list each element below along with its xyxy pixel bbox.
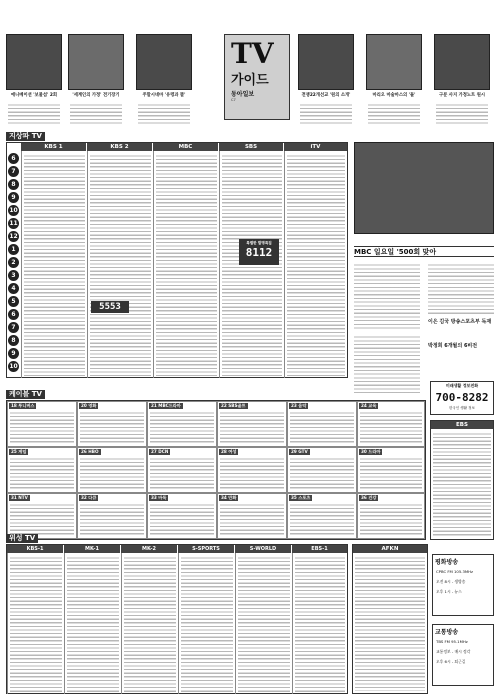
phone-ad-tag: 한국인 생활 정보 — [449, 406, 475, 410]
radio-row: 교통정보 - 매시 정각 — [436, 649, 471, 654]
sat-channel-header: S-SPORTS — [178, 545, 234, 553]
thumb-text-4 — [298, 100, 354, 128]
radio-row: 오전 8시 - 생방송 — [436, 579, 466, 584]
radio-station-name: 교통방송 — [435, 629, 459, 636]
cable-channel-name: 36 건강 — [361, 495, 377, 500]
cable-channel-name: 26 HBO — [81, 449, 99, 454]
sat-column — [292, 553, 347, 694]
cable-channel-cell — [147, 493, 217, 539]
thumb-photo-1 — [6, 34, 62, 90]
sat-channel-header: MK-1 — [64, 545, 120, 553]
sat-channel-header: KBS-1 — [7, 545, 63, 553]
thumb-caption-4: 전쟁22개선교 '원의 소개' — [301, 93, 351, 98]
cable-channel-name: 31 NTV — [11, 495, 28, 500]
radio-row: CPBC FM 105.3MHz — [436, 569, 473, 574]
hour-badge: 11 — [9, 220, 18, 227]
cable-tv-grid — [6, 400, 426, 540]
side-headline-2: 박정희 6개월의 6비전 — [428, 343, 478, 349]
thumb-text-1 — [6, 100, 62, 128]
cable-channel-cell — [217, 447, 287, 493]
satellite-tv-label: 위성 TV — [6, 534, 38, 543]
hour-badge: 7 — [8, 166, 19, 177]
logo-page-number: C7 — [231, 98, 236, 102]
schedule-column-kbs2 — [87, 151, 153, 378]
ad-invention-title: 특별한 발명특집 — [246, 241, 272, 245]
cable-channel-cell — [77, 447, 147, 493]
hour-badge: 3 — [8, 270, 19, 281]
afkn-schedule — [352, 544, 428, 694]
hour-badge: 12 — [9, 233, 18, 240]
schedule-column-kbs1 — [21, 151, 87, 378]
schedule-column-mbc — [153, 151, 219, 378]
cable-channel-cell — [357, 447, 425, 493]
radio-row: 오후 1시 - 뉴스 — [436, 589, 462, 594]
cable-channel-cell — [7, 447, 77, 493]
hour-badge: 8 — [8, 335, 19, 346]
sat-column — [121, 553, 178, 694]
thumb-photo-5 — [366, 34, 422, 90]
cable-channel-cell — [147, 447, 217, 493]
hour-badge: 7 — [8, 322, 19, 333]
satellite-tv-grid — [6, 544, 348, 694]
thumb-text-2 — [68, 100, 124, 128]
article-text-col-2 — [428, 262, 494, 314]
hour-column — [7, 151, 21, 378]
sat-column — [235, 553, 292, 694]
cable-channel-name: 21 MBC드라마 — [151, 403, 181, 408]
channel-header-itv: iTV — [284, 143, 347, 151]
thumb-caption-2: '세계인의 가정' 전기장기 — [72, 93, 120, 98]
thumb-text-5 — [366, 100, 422, 128]
channel-header-sbs: SBS — [219, 143, 283, 151]
cable-channel-name: 30 드라마 — [361, 449, 381, 454]
hour-badge: 4 — [8, 283, 19, 294]
logo-guide-text: 가이드 — [231, 73, 269, 88]
sat-channel-header: EBS-1 — [292, 545, 347, 553]
thumb-text-3 — [136, 100, 192, 128]
hour-badge: 1 — [8, 244, 19, 255]
thumb-photo-6 — [434, 34, 490, 90]
thumb-text-6 — [434, 100, 490, 128]
article-text-col-3 — [354, 334, 420, 394]
cable-channel-name: 23 음악 — [291, 403, 307, 408]
article-text-col-1 — [354, 262, 420, 330]
cable-channel-name: 33 바둑 — [151, 495, 167, 500]
radio-row: TBS FM 95.1MHz — [436, 639, 468, 644]
hour-badge: 6 — [8, 153, 19, 164]
ad-invention-box — [239, 239, 279, 265]
cable-channel-name: 32 다큐 — [81, 495, 97, 500]
channel-header-kbs2: KBS 2 — [87, 143, 152, 151]
afkn-header: AFKN — [353, 545, 427, 553]
thumb-caption-6: 구분 사지 가정노트 원시 — [439, 93, 485, 98]
feature-article-title: MBC 일요일 '500회 맞아 — [354, 246, 494, 257]
sat-column — [7, 553, 64, 694]
cable-channel-cell — [217, 493, 287, 539]
thumb-caption-5: 마리오 마술마스의 '돌' — [372, 93, 416, 98]
thumb-photo-2 — [68, 34, 124, 90]
phone-ad-caption: 미래생활 정보전화 — [445, 383, 479, 388]
cable-tv-label: 케이블 TV — [6, 390, 45, 399]
hour-badge: 9 — [8, 192, 19, 203]
cable-channel-name: 35 스포츠 — [291, 495, 311, 500]
cable-channel-cell — [217, 401, 287, 447]
channel-header-mbc: MBC — [153, 143, 218, 151]
logo-paper-name: 동아일보 — [231, 91, 255, 98]
info-phone-ad — [430, 381, 494, 415]
cable-channel-cell — [287, 493, 357, 539]
sat-column — [64, 553, 121, 694]
sat-channel-header: MK-2 — [121, 545, 177, 553]
channel-header-kbs1: KBS 1 — [21, 143, 86, 151]
cable-channel-cell — [77, 401, 147, 447]
ebs-schedule — [430, 420, 494, 540]
radio-row: 오후 6시 - 퇴근길 — [436, 659, 466, 664]
cable-channel-name: 34 만화 — [221, 495, 237, 500]
cable-channel-cell — [357, 401, 425, 447]
side-headline-1: 이은 김국 방송스포츠부 독재 — [428, 319, 492, 325]
hour-badge: 9 — [8, 348, 19, 359]
cable-channel-name: 24 교육 — [361, 403, 377, 408]
cable-channel-name: 27 DCN — [151, 449, 169, 454]
cable-channel-name: 20 영화 — [81, 403, 97, 408]
sat-column — [178, 553, 235, 694]
schedule-column-itv — [284, 151, 347, 378]
cable-channel-cell — [77, 493, 147, 539]
hour-badge: 10 — [9, 363, 18, 370]
cable-channel-name: 18 투니버스 — [11, 403, 35, 408]
radio-box-peace — [432, 554, 494, 616]
ebs-header: EBS — [431, 421, 493, 429]
cable-channel-name: 28 여성 — [221, 449, 237, 454]
cable-channel-cell — [357, 493, 425, 539]
ground-tv-label: 지상파 TV — [6, 132, 45, 141]
thumb-photo-4 — [298, 34, 354, 90]
radio-box-traffic — [432, 624, 494, 686]
hour-badge: 2 — [8, 257, 19, 268]
sat-channel-header: S-WORLD — [235, 545, 291, 553]
tv-guide-logo — [224, 34, 290, 120]
ad-invention-number: 8112 — [245, 246, 273, 259]
hour-badge: 5 — [8, 296, 19, 307]
cable-channel-cell — [287, 401, 357, 447]
cable-channel-cell — [287, 447, 357, 493]
cable-channel-name: 29 GTV — [291, 449, 308, 454]
cable-channel-cell — [7, 401, 77, 447]
radio-station-name: 평화방송 — [435, 559, 459, 566]
hour-badge: 10 — [9, 207, 18, 214]
header-band — [6, 34, 494, 130]
feature-photo — [354, 142, 494, 234]
ad-phone-number: 5553 — [91, 301, 129, 313]
cable-channel-name: 25 게임 — [11, 449, 27, 454]
cable-channel-name: 22 SBS골프 — [221, 403, 246, 408]
ground-tv-grid — [6, 142, 348, 378]
thumb-caption-3: 주말시네마 '유령과 뜰' — [142, 93, 186, 98]
logo-tv-text: TV — [231, 37, 274, 70]
hour-badge: 8 — [8, 179, 19, 190]
phone-ad-number: 700-8282 — [435, 391, 489, 404]
cable-channel-cell — [7, 493, 77, 539]
thumb-photo-3 — [136, 34, 192, 90]
hour-badge: 6 — [8, 309, 19, 320]
cable-channel-cell — [147, 401, 217, 447]
thumb-caption-1: 애니메이션 '보물섬' 2회 — [11, 93, 57, 98]
